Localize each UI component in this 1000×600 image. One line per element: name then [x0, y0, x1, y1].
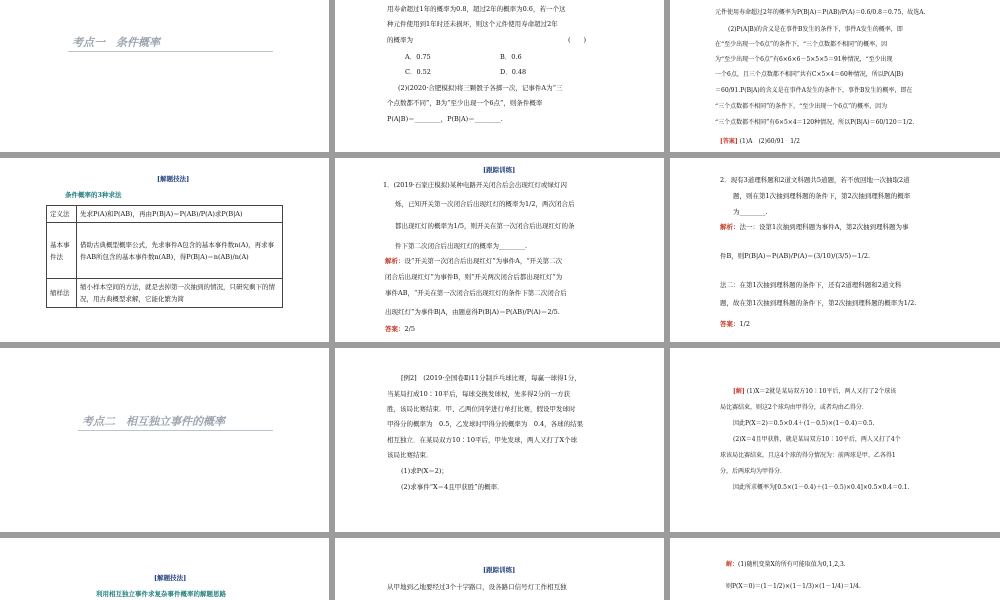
- text-line: 当某局打成10∶10平后，每球交换发球权，先多得2分的一方获: [387, 390, 571, 398]
- text-line: (1)求P(X＝2)；: [401, 467, 448, 475]
- text-line: 1．(2019·石家庄模拟)某种电路开关闭合后会出现红灯或绿灯闪: [383, 181, 567, 189]
- answer-label: [答案]: [720, 138, 738, 145]
- solution-line: [733, 385, 896, 398]
- slide-practice-1: [335, 158, 664, 342]
- answer-value: 2/5: [404, 325, 415, 333]
- solution-label: 解：: [726, 561, 739, 568]
- slide-method-1: [0, 158, 329, 342]
- answer-label: 答案：: [720, 320, 740, 328]
- method-name: 缩样法: [47, 279, 77, 308]
- text-line: 的概率为: [387, 36, 413, 44]
- text-line: “三个点数都不相同”有6×5×4＝120种情况，所以P(B|A)＝60/120＝1/2.: [715, 119, 915, 126]
- slide-section-1: [0, 0, 329, 152]
- text-line: (2)X＝4且甲获胜，就是某局双方10∶10平后，两人又打了4个: [733, 436, 901, 443]
- solution-text: (1)X＝2就是某局双方10∶10平后，两人又打了2个球该: [746, 388, 897, 395]
- method-subtitle: 利用相互独立事件求复杂事件概率的解题思路: [96, 590, 226, 598]
- text-line: (2)P(A|B)的含义是在事件B发生的条件下，事件A发生的概率，即: [728, 26, 903, 33]
- slide-solution-2: [670, 348, 1000, 532]
- method-name: 定义法: [47, 206, 77, 223]
- text-line: 出现红灯”为事件B|A，由题意得P(B|A)＝P(AB)/P(A)＝2/5.: [385, 308, 560, 316]
- text-line: 从甲地到乙地要经过3个十字路口，设各路口信号灯工作相互独: [387, 583, 567, 591]
- slide-solution-1: [670, 0, 1000, 152]
- text-line: 事件AB，“开关在第一次闭合后出现红灯的条件下第二次闭合后: [385, 289, 567, 297]
- text-line: 球该局比赛结束，且这4个球的得分情况为：前两球是甲、乙各得1: [720, 452, 896, 459]
- text-line: 件下第二次闭合后出现红灯的概率为________.: [395, 242, 528, 250]
- text-line: (2)求事件“X＝4且甲获胜”的概率．: [401, 483, 504, 491]
- text-line: 件B，则P(B|A)＝P(AB)/P(A)＝(3/10)/(3/5)＝1/2.: [720, 252, 871, 260]
- method-desc: 借助古典概型概率公式，先求事件A包含的基本事件数n(A)，再求事件AB所包含的基本事件数n(AB)，得P(B|A)＝n(AB)/n(A): [77, 223, 283, 279]
- method-name: 基本事件法: [47, 223, 77, 279]
- text-line: P(A|B)＝________，P(B|A)＝________.: [387, 115, 503, 123]
- text-line: 则P(X＝0)＝(1－1/2)×(1－1/3)×(1－1/4)＝1/4.: [726, 583, 861, 590]
- section-title: 考点二 相互独立事件的概率: [82, 415, 225, 428]
- text-line: 一个6点，且三个点数都不相同”共有C×5×4＝60种情况，所以P(A|B): [715, 71, 904, 78]
- text-line: 法二：在第1次抽到理科题的条件下，还有2道理科题和2道文科: [720, 281, 902, 289]
- text-line: 烁，已知开关第一次闭合后出现红灯的概率为1/2，两次闭合后: [395, 200, 575, 208]
- text-line: 元件使用寿命超过2年的概率为P(B|A)＝P(AB)/P(A)＝0.6/0.8＝0.75，故选A.: [715, 9, 926, 16]
- method-table: [46, 205, 283, 308]
- slide-section-2: [0, 348, 329, 532]
- text-line: 相互独立．在某局双方10∶10平后，甲先发球，两人又打了X个球: [387, 436, 578, 444]
- text-line: ＝60/91.P(B|A)的含义是在事件A发生的条件下，事件B发生的概率，即在: [715, 87, 913, 94]
- text-line: 闭合后出现红灯”为事件B，则“开关两次闭合后都出现红灯”为: [385, 273, 563, 281]
- analysis-line: [720, 221, 908, 234]
- text-line: 因此所求概率为[0.5×(1－0.4)＋(1－0.5)×0.4]×0.5×0.4＝0.1.: [733, 484, 910, 491]
- text-line: “三个点数都不相同”的条件下，“至少出现一个6点”的概率，因为: [715, 103, 888, 110]
- text-line: 因此P(X＝2)＝0.5×0.4＋(1－0.5)×(1－0.4)＝0.5.: [733, 420, 875, 427]
- analysis-label: 解析：: [385, 257, 405, 265]
- option-d: D．0.48: [500, 68, 527, 76]
- method-tag: [解题技法]: [157, 175, 190, 183]
- slide-practice-3: [335, 538, 664, 600]
- text-line: 用寿命超过1年的概率为0.8，超过2年的概率为0.6，若一个这: [387, 5, 566, 13]
- method-subtitle: 条件概率的3种求法: [65, 191, 122, 199]
- text-line: 2．现有3道理科题和2道文科题共5道题，若不放回地一次抽取2道: [720, 176, 910, 184]
- option-a: A．0.75: [405, 53, 431, 61]
- section-underline: [78, 430, 273, 431]
- text-line: 个点数都不同”，B为“至少出现一个6点”，则条件概率: [387, 99, 543, 107]
- text-line: 题，则在第1次抽到理科题的条件下，第2次抽到理科题的概率: [733, 192, 911, 200]
- analysis-text: 设“开关第一次闭合后出现红灯”为事件A，“开关第二次: [404, 257, 563, 265]
- method-desc: 缩小样本空间的方法，就是去掉第一次抽到的情况，只研究剩下的情况，用古典概型求解，它能化繁为简: [77, 279, 283, 308]
- text-line: 都出现红灯的概率为1/5，则开关在第一次闭合后出现红灯的条: [395, 222, 575, 230]
- table-row: [47, 206, 283, 223]
- analysis-label: 解析：: [720, 223, 740, 231]
- slide-method-2: [0, 538, 329, 600]
- slide-problem-1: [335, 0, 664, 152]
- answer-line: [720, 318, 750, 331]
- practice-tag: [跟踪训练]: [483, 166, 516, 174]
- answer-line: [385, 323, 415, 336]
- table-row: [47, 223, 283, 279]
- text-line: 分，后两球均为甲得分．: [720, 468, 787, 475]
- answer-line: [720, 135, 800, 148]
- solution-text: (1)随机变量X的所有可能取值为0,1,2,3.: [738, 561, 846, 568]
- text-line: 胜，该局比赛结束．甲、乙两位同学进行单打比赛，假设甲发球时: [387, 405, 576, 413]
- text-line: 该局比赛结束．: [387, 451, 433, 459]
- table-row: [47, 279, 283, 308]
- solution-label: [解]: [733, 388, 745, 395]
- section-underline: [68, 51, 273, 52]
- text-line: [例2] (2019·全国卷Ⅱ)11分制乒乓球比赛，每赢一球得1分，: [401, 374, 581, 382]
- answer-value: (1)A (2)60/91 1/2: [739, 138, 800, 145]
- slide-solution-3: [670, 538, 1000, 600]
- text-line: 局比赛结束，则这2个球均由甲得分，或者均由乙得分．: [720, 404, 868, 411]
- method-tag: [解题技法]: [154, 574, 187, 582]
- text-line: 为“至少出现一个6点”有6×6×6－5×5×5＝91种情况，“至少出现: [715, 56, 893, 63]
- slide-practice-2: [670, 158, 1000, 342]
- text-line: 为________.: [733, 208, 768, 216]
- solution-line: [726, 558, 846, 571]
- paren-blank: ( ): [568, 36, 587, 44]
- text-line: 在“至少出现一个6点”的条件下，“三个点数都不相同”的概率，因: [715, 41, 888, 48]
- practice-tag: [跟踪训练]: [483, 566, 516, 574]
- method-desc: 先求P(A)和P(AB)，再由P(B|A)＝P(AB)/P(A)求P(B|A): [77, 206, 283, 223]
- section-title: 考点一 条件概率: [72, 36, 160, 49]
- text-line: 题，故在第1次抽到理科题的条件下，第2次抽到理科题的概率为1/2.: [720, 299, 917, 307]
- text-line: 种元件使用到1年时还未损坏，则这个元件使用寿命超过2年: [387, 20, 558, 28]
- text-line: 甲得分的概率为 0.5，乙发球时甲得分的概率为 0.4，各球的结果: [387, 420, 584, 428]
- text-line: (2)(2020·合肥模拟)将三颗骰子各掷一次，记事件A为“三: [398, 84, 563, 92]
- answer-label: 答案：: [385, 325, 405, 333]
- analysis-text: 法一：设第1次抽到理科题为事件A，第2次抽到理科题为事: [739, 223, 909, 231]
- slide-example-2: [335, 348, 664, 532]
- option-b: B．0.6: [500, 53, 522, 61]
- analysis-line: [385, 255, 562, 268]
- answer-value: 1/2: [739, 320, 750, 328]
- option-c: C．0.52: [405, 68, 431, 76]
